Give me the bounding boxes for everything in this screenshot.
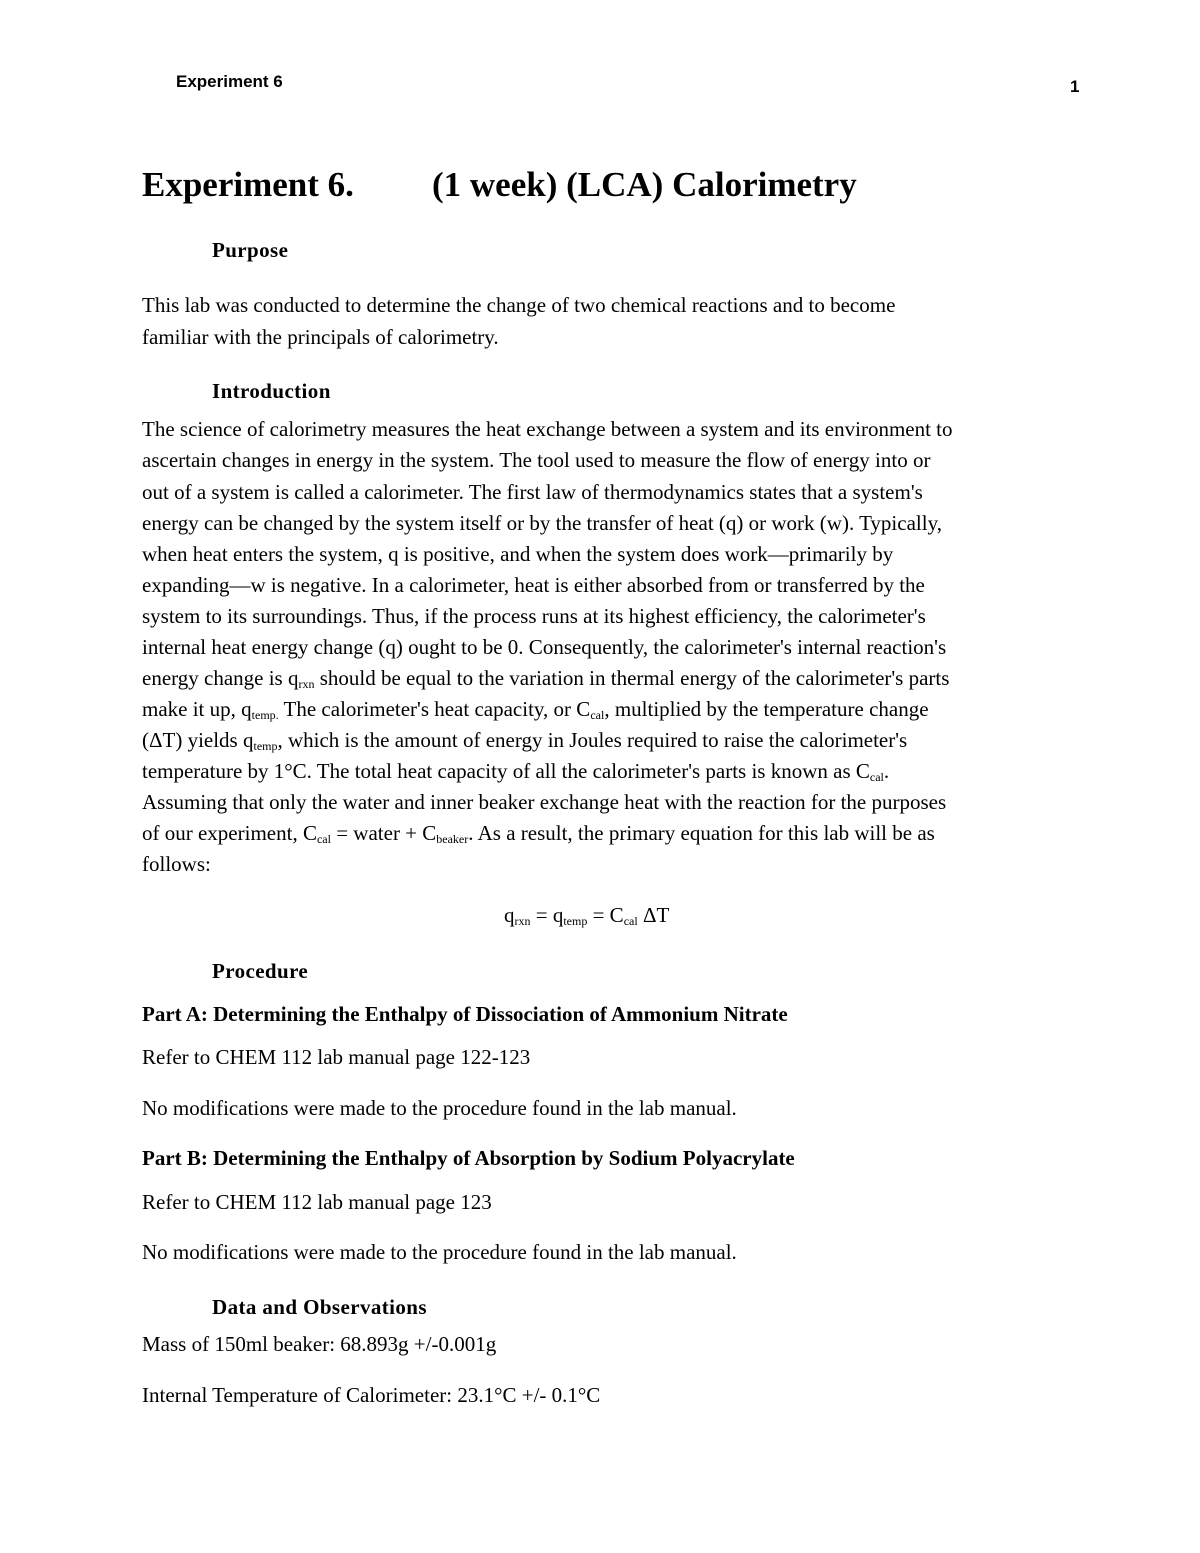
document-title xyxy=(142,165,857,205)
intro-line: Assuming that only the water and inner beaker exchange heat with the reaction for the purposes xyxy=(142,790,947,814)
purpose-line: This lab was conducted to determine the change of two chemical reactions and to become xyxy=(142,293,896,317)
intro-line: system to its surroundings. Thus, if the process runs at its highest efficiency, the calorimeter's xyxy=(142,604,926,628)
calorimeter-temperature: Internal Temperature of Calorimeter: 23.1°C +/- 0.1°C xyxy=(142,1383,601,1407)
part-b-reference: Refer to CHEM 112 lab manual page 123 xyxy=(142,1190,492,1214)
intro-line: follows: xyxy=(142,852,211,876)
intro-line: (ΔT) yields $q_{temp}$, which is the amount of energy in Joules required to raise the calorimeter's xyxy=(142,728,908,753)
introduction-heading: Introduction xyxy=(212,379,331,403)
title-experiment: Experiment 6. xyxy=(142,165,354,204)
part-a-heading: Part A: Determining the Enthalpy of Dissociation of Ammonium Nitrate xyxy=(142,1002,788,1026)
part-b-heading: Part B: Determining the Enthalpy of Absorption by Sodium Polyacrylate xyxy=(142,1146,795,1170)
data-observations-heading: Data and Observations xyxy=(212,1295,427,1319)
intro-line: when heat enters the system, q is positive, and when the system does work—primarily by xyxy=(142,542,894,566)
running-header: Experiment 6 xyxy=(176,72,283,91)
part-a-reference: Refer to CHEM 112 lab manual page 122-123 xyxy=(142,1045,531,1069)
intro-line: make it up, $q_{temp.}$ The calorimeter's heat capacity, or $C_{cal}$, multiplied by the temperature change xyxy=(142,697,929,722)
purpose-line: familiar with the principals of calorimetry. xyxy=(142,325,499,349)
intro-line: out of a system is called a calorimeter. The first law of thermodynamics states that a system's xyxy=(142,480,923,504)
intro-line: temperature by 1°C. The total heat capacity of all the calorimeter's parts is known as $C_{cal}$. xyxy=(142,759,890,784)
purpose-heading: Purpose xyxy=(212,238,289,262)
intro-line: The science of calorimetry measures the heat exchange between a system and its environment to xyxy=(142,417,953,441)
intro-line: energy can be changed by the system itself or by the transfer of heat (q) or work (w). Typically, xyxy=(142,511,942,535)
intro-line: energy change is $q_{rxn}$ should be equal to the variation in thermal energy of the calorimeter's parts xyxy=(142,666,950,691)
beaker-mass: Mass of 150ml beaker: 68.893g +/-0.001g xyxy=(142,1332,497,1356)
part-b-note: No modifications were made to the procedure found in the lab manual. xyxy=(142,1240,737,1264)
primary-equation: $q_{rxn} = q_{temp} = C_{cal}$ ΔT xyxy=(504,903,670,928)
page-number: 1 xyxy=(1070,77,1080,96)
title-subject: (1 week) (LCA) Calorimetry xyxy=(432,165,857,204)
part-a-note: No modifications were made to the procedure found in the lab manual. xyxy=(142,1096,737,1120)
procedure-heading: Procedure xyxy=(212,959,309,983)
intro-line: internal heat energy change (q) ought to be 0. Consequently, the calorimeter's internal reaction's xyxy=(142,635,947,659)
intro-line: of our experiment, $C_{cal}$ = water + $C_{beaker}$. As a result, the primary equation for this lab will be as xyxy=(142,821,935,846)
intro-line: ascertain changes in energy in the system. The tool used to measure the flow of energy into or xyxy=(142,448,931,472)
intro-line: expanding—w is negative. In a calorimeter, heat is either absorbed from or transferred by the xyxy=(142,573,925,597)
